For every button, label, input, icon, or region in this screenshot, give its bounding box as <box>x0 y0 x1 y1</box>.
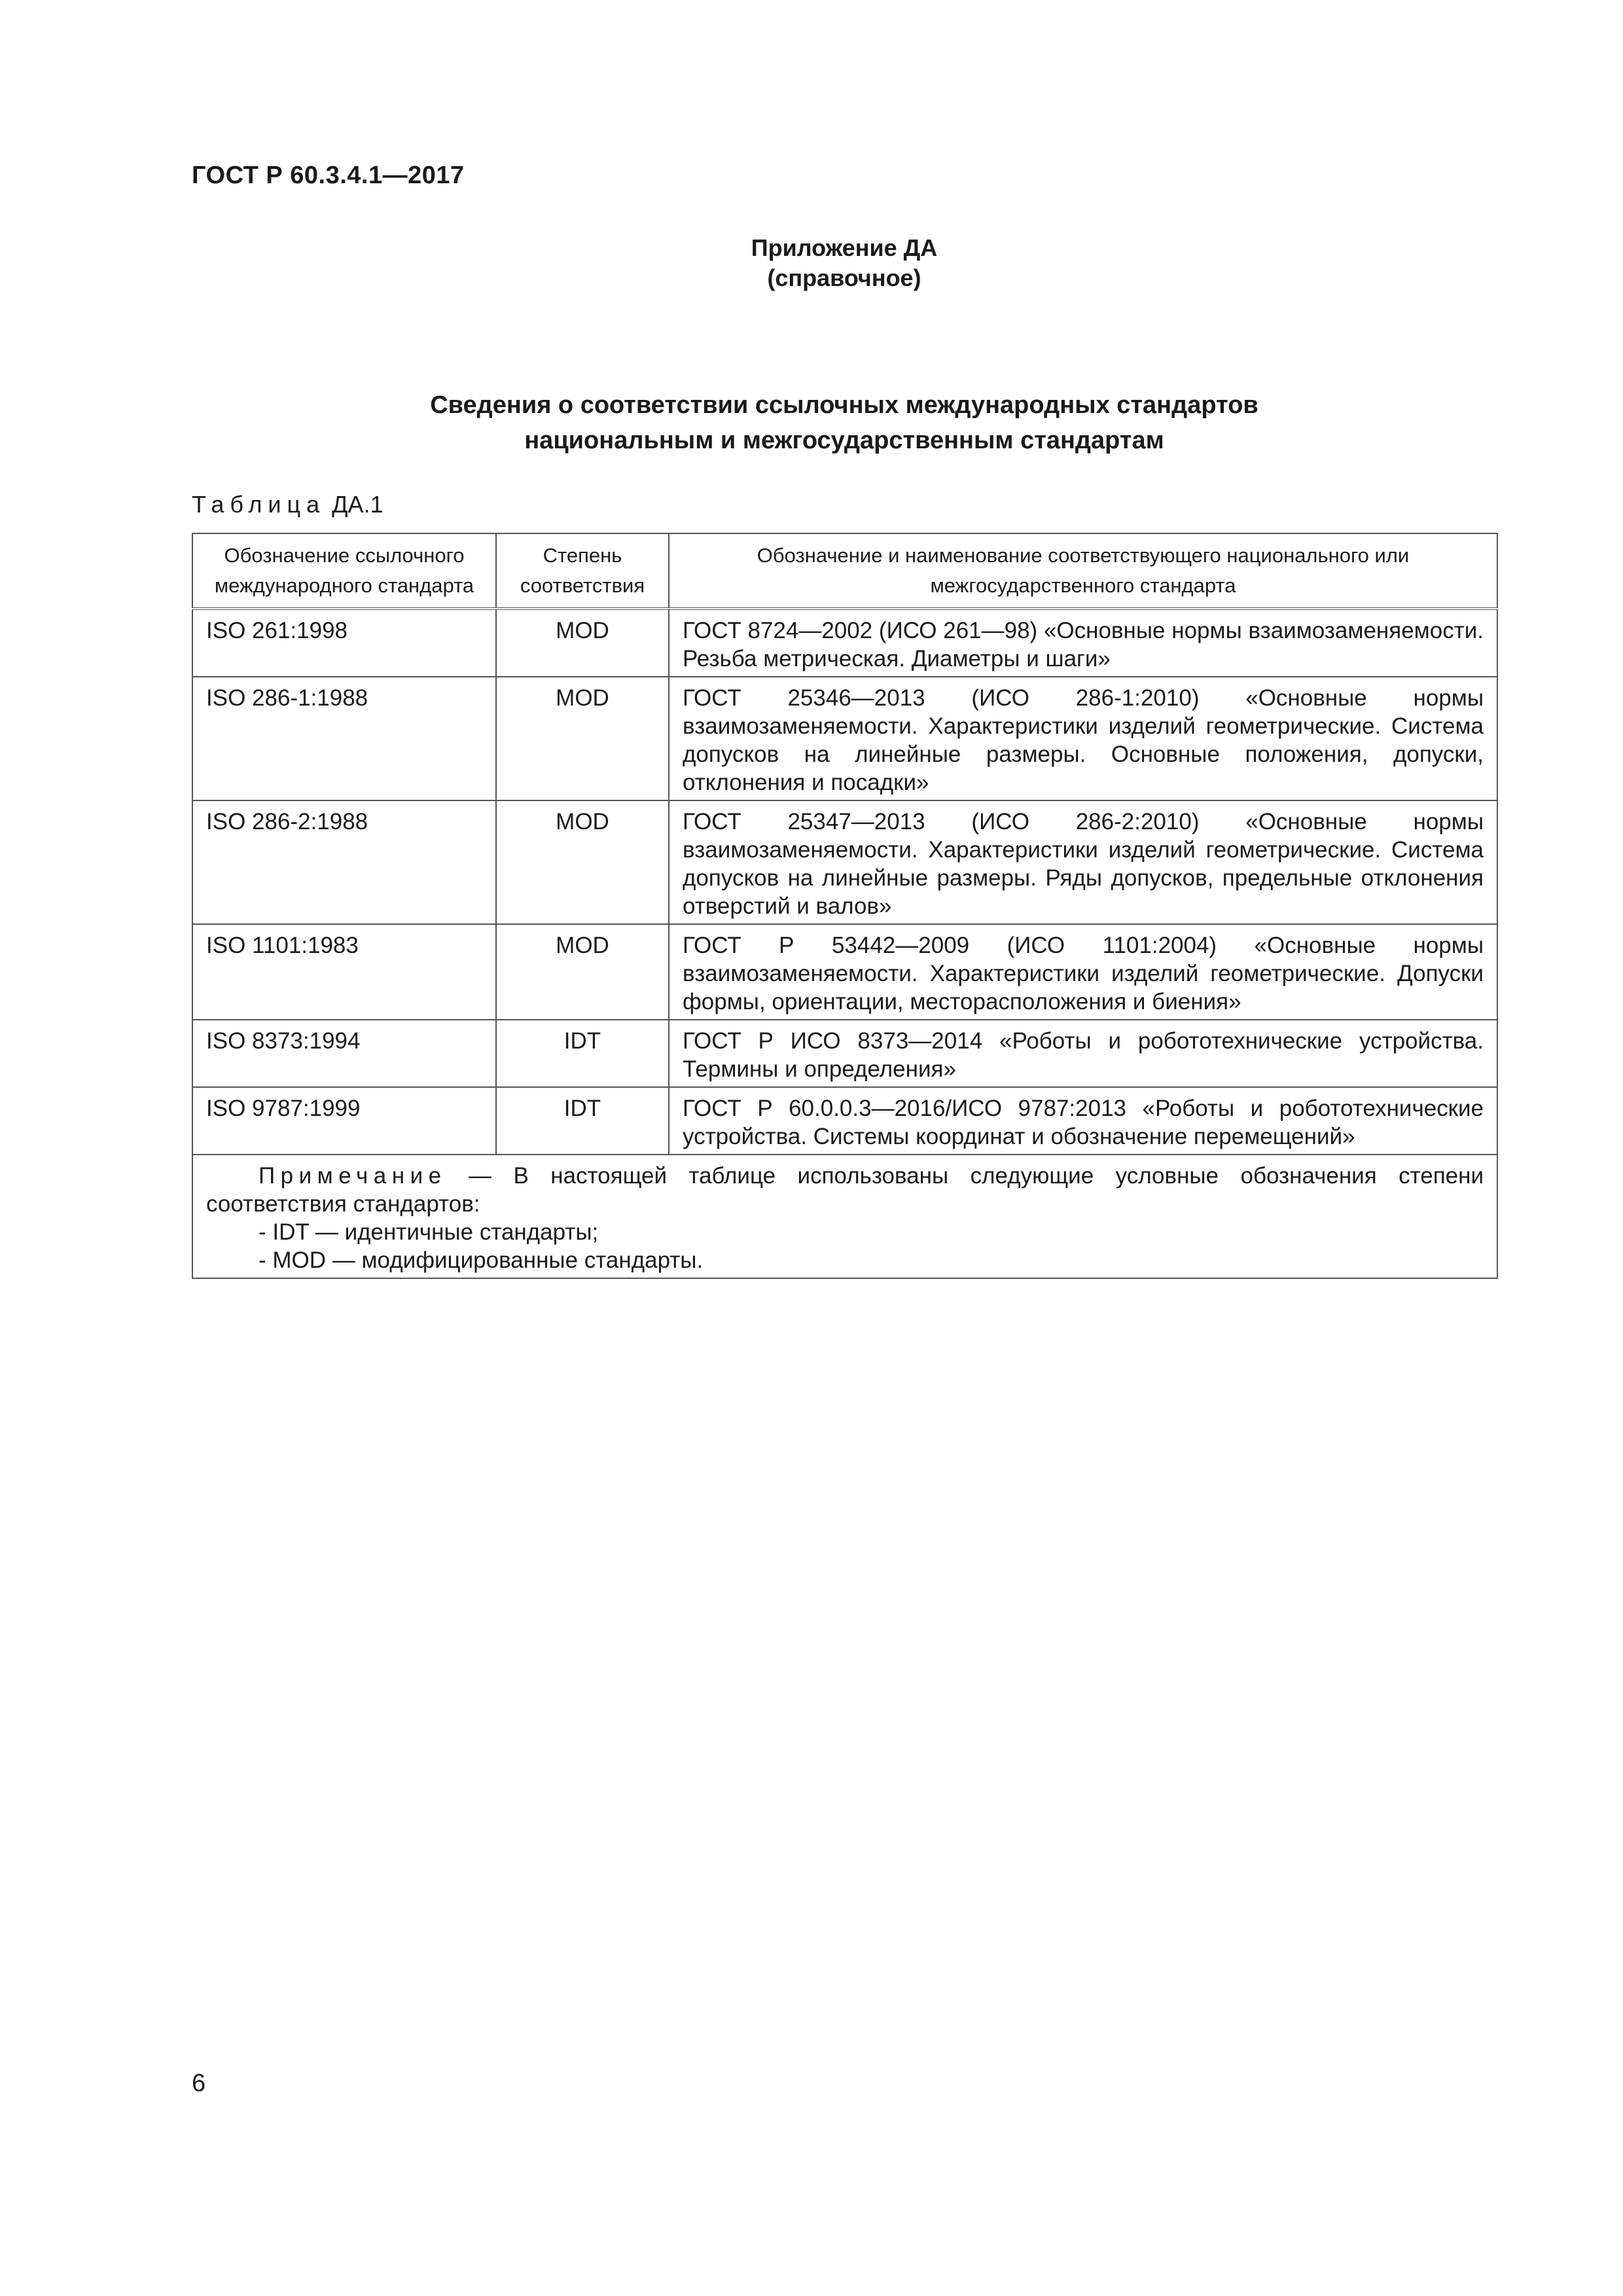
cell-reference-standard: ISO 261:1998 <box>192 609 496 677</box>
cell-reference-standard: ISO 286-2:1988 <box>192 800 496 924</box>
cell-reference-standard: ISO 1101:1983 <box>192 924 496 1020</box>
note-text: — В настоящей таблице использованы следующие условные обозначения степени соответствия стандартов: <box>206 1163 1484 1217</box>
page-number: 6 <box>192 2070 206 2097</box>
table-row <box>192 677 1497 800</box>
table-row <box>192 1020 1497 1087</box>
cell-reference-standard: ISO 8373:1994 <box>192 1020 496 1087</box>
section-title <box>0 387 1623 458</box>
note-paragraph <box>206 1162 1484 1218</box>
cell-national-standard: ГОСТ 8724—2002 (ИСО 261—98) «Основные нормы взаимозаменяемости. Резьба метрическая. Диаметры и шаги» <box>669 609 1497 677</box>
table-row <box>192 609 1497 677</box>
section-title-line-1: Сведения о соответствии ссылочных международных стандартов <box>430 391 1258 419</box>
section-title-line-2: национальным и межгосударственным стандартам <box>524 427 1164 454</box>
appendix-heading <box>0 233 1623 293</box>
note-label: Примечание <box>259 1163 447 1189</box>
table-row <box>192 1087 1497 1155</box>
cell-national-standard: ГОСТ 25346—2013 (ИСО 286-1:2010) «Основные нормы взаимозаменяемости. Характеристики изделий геометрические. Система допусков на линейные размеры. Основные положения, допуски, отклонения и посадки» <box>669 677 1497 800</box>
header-cell-degree: Степень соответствия <box>496 533 669 609</box>
table-caption <box>192 491 383 518</box>
table-row <box>192 800 1497 924</box>
table-row <box>192 924 1497 1020</box>
cell-national-standard: ГОСТ Р 60.0.0.3—2016/ИСО 9787:2013 «Роботы и робототехнические устройства. Системы координат и обозначение перемещений» <box>669 1087 1497 1155</box>
cell-degree: MOD <box>496 609 669 677</box>
cell-national-standard: ГОСТ 25347—2013 (ИСО 286-2:2010) «Основные нормы взаимозаменяемости. Характеристики изделий геометрические. Система допусков на линейные размеры. Ряды допусков, предельные отклонения отверстий и валов» <box>669 800 1497 924</box>
header-cell-reference-standard: Обозначение ссылочного международного стандарта <box>192 533 496 609</box>
cell-degree: MOD <box>496 800 669 924</box>
appendix-label: Приложение ДА <box>751 234 938 261</box>
cell-degree: MOD <box>496 677 669 800</box>
standards-table <box>192 533 1498 1279</box>
table-caption-number: ДА.1 <box>332 491 383 518</box>
cell-national-standard: ГОСТ Р 53442—2009 (ИСО 1101:2004) «Основные нормы взаимозаменяемости. Характеристики изделий геометрические. Допуски формы, ориентации, месторасположения и биения» <box>669 924 1497 1020</box>
document-code: ГОСТ Р 60.3.4.1—2017 <box>192 162 465 189</box>
cell-degree: IDT <box>496 1087 669 1155</box>
table-note-row <box>192 1155 1497 1278</box>
appendix-kind: (справочное) <box>767 264 921 291</box>
cell-degree: MOD <box>496 924 669 1020</box>
table-header-row <box>192 533 1497 609</box>
table-note <box>192 1155 1497 1278</box>
cell-reference-standard: ISO 286-1:1988 <box>192 677 496 800</box>
cell-national-standard: ГОСТ Р ИСО 8373—2014 «Роботы и робототехнические устройства. Термины и определения» <box>669 1020 1497 1087</box>
cell-reference-standard: ISO 9787:1999 <box>192 1087 496 1155</box>
cell-degree: IDT <box>496 1020 669 1087</box>
note-item-idt: - IDT — идентичные стандарты; <box>259 1219 599 1245</box>
table-caption-word: Таблица <box>192 491 326 518</box>
note-item-mod: - MOD — модифицированные стандарты. <box>259 1247 704 1273</box>
header-cell-national-standard: Обозначение и наименование соответствующего национального или межгосударственного стандарта <box>669 533 1497 609</box>
